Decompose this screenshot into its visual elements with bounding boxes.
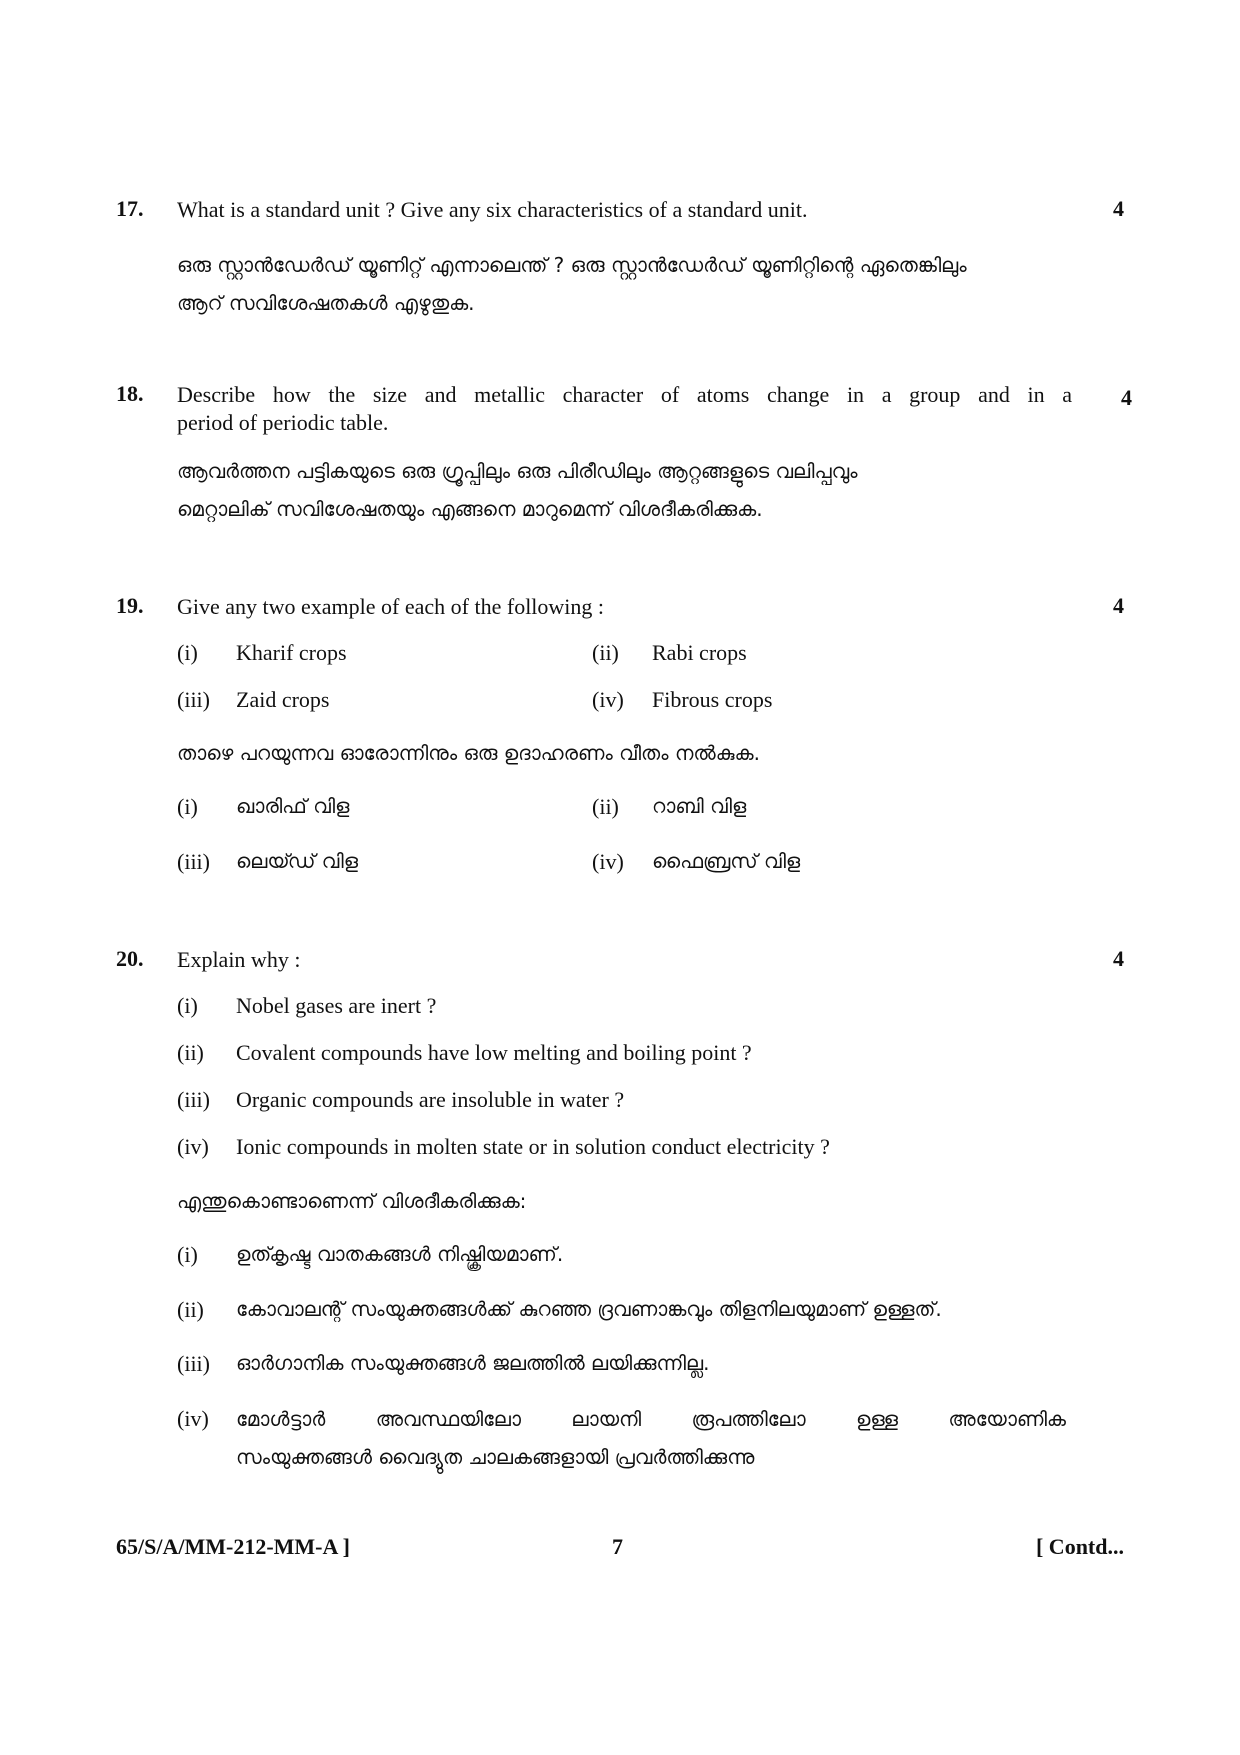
option-number: (iii) xyxy=(177,1087,210,1112)
option-number: (iv) xyxy=(592,849,624,874)
option-label: കോവാലന്റ് സംയുക്തങ്ങൾക്ക് കുറഞ്ഞ ദ്രവണാങ്കവും തിളനിലയുമാണ് ഉള്ളത്. xyxy=(236,1297,942,1321)
ml-line: ആവർത്തന പട്ടികയുടെ ഒരു ഗ്രൂപ്പിലും ഒരു പിരീഡിലും ആറ്റങ്ങളുടെ വലിപ്പവും xyxy=(177,459,858,483)
page-number: 7 xyxy=(612,1534,623,1559)
option-number: (i) xyxy=(177,1242,198,1267)
question-text-malayalam xyxy=(177,452,1077,528)
option-number: (iv) xyxy=(177,1134,209,1159)
option-number: (iv) xyxy=(592,687,624,712)
option-label: Organic compounds are insoluble in water ? xyxy=(236,1087,625,1112)
option-number: (i) xyxy=(177,640,198,665)
text-line: Describe how the size and metallic character of atoms change in a group and in a xyxy=(177,382,1072,407)
question-text: Explain why : xyxy=(177,947,301,972)
option-number: (i) xyxy=(177,993,198,1018)
question-marks: 4 xyxy=(1121,385,1132,410)
question-text: What is a standard unit ? Give any six characteristics of a standard unit. xyxy=(177,197,808,222)
option-label: ഉത്കൃഷ്ട വാതകങ്ങൾ നിഷ്ക്രിയമാണ്. xyxy=(236,1242,564,1266)
option-label: Covalent compounds have low melting and boiling point ? xyxy=(236,1040,752,1065)
ml-line: ഒരു സ്റ്റാൻഡേർഡ് യൂണിറ്റ് എന്നാലെന്ത് ? ഒരു സ്റ്റാൻഡേർഡ് യൂണിറ്റിന്റെ ഏതെങ്കിലും xyxy=(177,253,967,277)
question-marks: 4 xyxy=(1113,946,1124,971)
question-text: Give any two example of each of the following : xyxy=(177,594,605,619)
question-number: 18. xyxy=(116,381,144,406)
option-label-line: സംയുക്തങ്ങൾ വൈദ്യുത ചാലകങ്ങളായി പ്രവർത്തിക്കുന്നു xyxy=(236,1445,755,1469)
option-number: (iii) xyxy=(177,849,210,874)
continued-label: [ Contd... xyxy=(1035,1534,1124,1559)
option-label: Ionic compounds in molten state or in solution conduct electricity ? xyxy=(236,1134,830,1159)
option-label: Nobel gases are inert ? xyxy=(236,993,437,1018)
option-label: Kharif crops xyxy=(236,640,347,665)
question-number: 19. xyxy=(116,593,144,618)
option-label: Zaid crops xyxy=(236,687,330,712)
question-marks: 4 xyxy=(1113,196,1124,221)
option-label: Rabi crops xyxy=(652,640,747,665)
option-label: ഖാരിഫ് വിള xyxy=(236,794,350,818)
ml-line: മെറ്റാലിക് സവിശേഷതയും എങ്ങനെ മാറുമെന്ന് വിശദീകരിക്കുക. xyxy=(177,497,763,521)
option-label-line: മോൾട്ടാർ അവസ്ഥയിലോ ലായനി രൂപത്തിലോ ഉള്ള അയോണിക xyxy=(236,1407,1066,1431)
question-text-malayalam: എന്തുകൊണ്ടാണെന്ന് വിശദീകരിക്കുക: xyxy=(177,1189,527,1213)
option-number: (iii) xyxy=(177,687,210,712)
option-label: റാബി വിള xyxy=(652,794,747,818)
text-line: period of periodic table. xyxy=(177,410,389,435)
option-number: (ii) xyxy=(177,1040,204,1065)
option-number: (ii) xyxy=(592,640,619,665)
ml-line: ആറ് സവിശേഷതകൾ എഴുതുക. xyxy=(177,291,475,315)
question-number: 20. xyxy=(116,946,144,971)
option-number: (ii) xyxy=(592,794,619,819)
question-marks: 4 xyxy=(1113,593,1124,618)
option-number: (iii) xyxy=(177,1351,210,1376)
option-label: Fibrous crops xyxy=(652,687,773,712)
option-number: (ii) xyxy=(177,1297,204,1322)
option-label: ലെയ്ഡ് വിള xyxy=(236,849,358,873)
question-text-malayalam xyxy=(177,246,1077,322)
option-number: (iv) xyxy=(177,1406,209,1431)
question-text-malayalam: താഴെ പറയുന്നവ ഓരോന്നിനും ഒരു ഉദാഹരണം വീതം നൽകുക. xyxy=(177,741,760,765)
option-number: (i) xyxy=(177,794,198,819)
option-label: ഓർഗാനിക സംയുക്തങ്ങൾ ജലത്തിൽ ലയിക്കുന്നില്ല. xyxy=(236,1351,710,1375)
option-label: ഫൈബ്രസ് വിള xyxy=(652,849,801,873)
paper-code: 65/S/A/MM-212-MM-A ] xyxy=(116,1534,350,1559)
question-text xyxy=(177,381,1072,437)
question-number: 17. xyxy=(116,196,144,221)
